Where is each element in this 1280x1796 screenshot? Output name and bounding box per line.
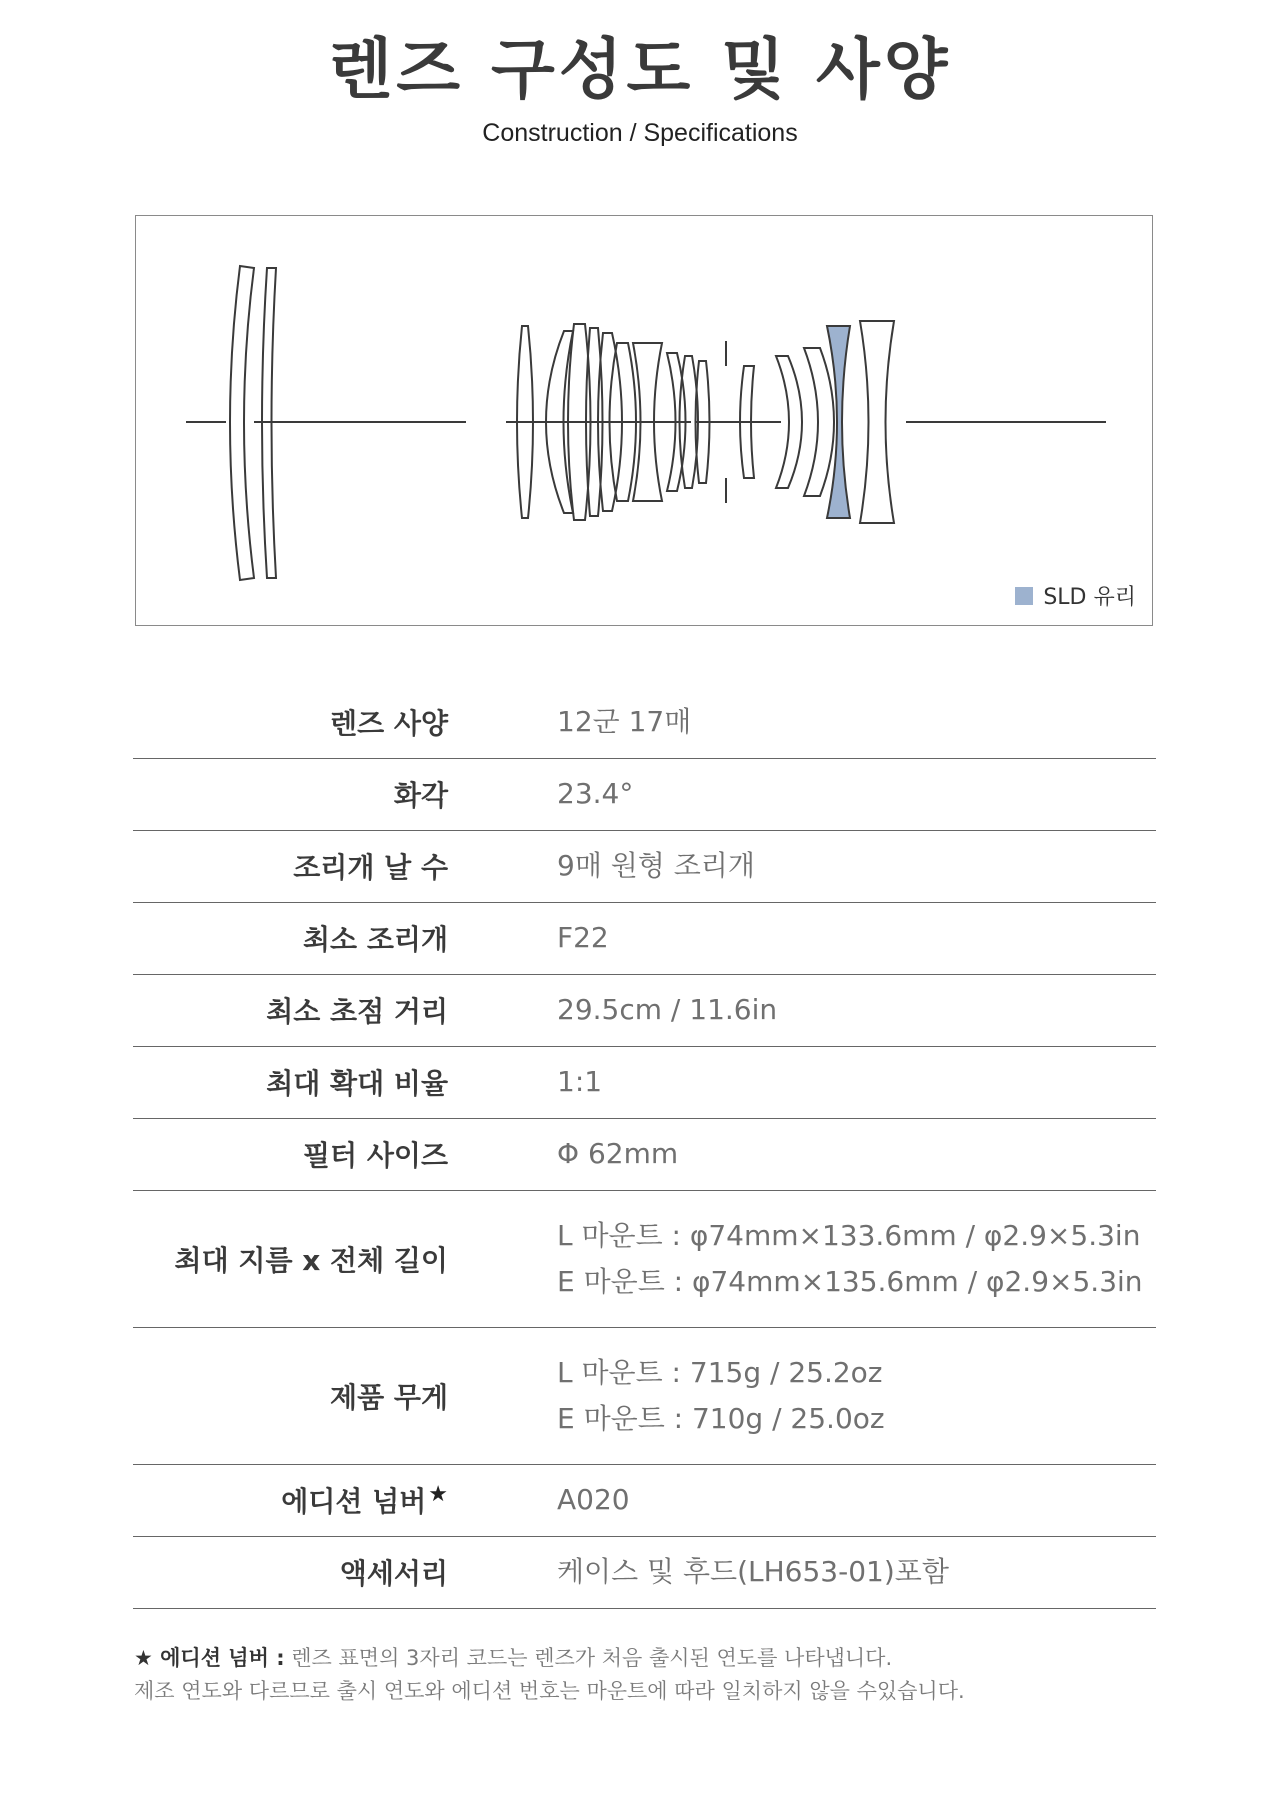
diagram-legend [1015,580,1136,611]
spec-label [133,830,448,902]
spec-row [133,1190,1156,1327]
spec-spacer [448,1190,557,1327]
spec-value [557,1464,1156,1536]
spec-spacer [448,974,557,1046]
spec-label-text: 렌즈 사양 [330,706,448,740]
spec-label-text: 제품 무게 [330,1380,448,1414]
spec-label [133,974,448,1046]
star-icon: ★ [428,1481,448,1507]
specifications-table [133,686,1156,1609]
spec-row [133,1327,1156,1464]
spec-spacer [448,1327,557,1464]
lens-element-15 [804,348,834,496]
spec-spacer [448,1536,557,1608]
spec-row [133,974,1156,1046]
spec-row [133,758,1156,830]
spec-label [133,1464,448,1536]
lens-element-1 [230,266,254,580]
spec-value-line: 12군 17매 [557,704,692,738]
footnote-label: ★ 에디션 넘버 : [134,1646,285,1670]
spec-label [133,1046,448,1118]
spec-value-line: A020 [557,1483,630,1516]
spec-label-text: 최소 조리개 [303,923,448,956]
spec-value-line: 9매 원형 조리개 [557,849,755,882]
spec-label-text: 액세서리 [339,1557,448,1590]
spec-row [133,902,1156,974]
spec-label-text: 에디션 넘버 [281,1485,427,1518]
spec-spacer [448,830,557,902]
spec-value-line: F22 [557,921,609,954]
lens-element-sld [827,326,850,518]
spec-row [133,1536,1156,1608]
spec-label-text: 최소 초점 거리 [266,995,448,1028]
spec-value [557,686,1156,758]
spec-label [133,902,448,974]
spec-spacer [448,686,557,758]
lens-diagram-svg [136,216,1152,625]
spec-label-text: 화각 [393,779,448,812]
spec-value [557,902,1156,974]
spec-value [557,1190,1156,1327]
spec-value [557,830,1156,902]
spec-row [133,1046,1156,1118]
spec-value-line: L 마운트 : 715g / 25.2oz [557,1355,883,1389]
spec-label [133,1190,448,1327]
spec-label [133,1118,448,1190]
spec-value [557,1046,1156,1118]
spec-value-line: 23.4° [557,777,634,810]
spec-value-line: L 마운트 : φ74mm×133.6mm / φ2.9×5.3in [557,1218,1141,1252]
page-title: 렌즈 구성도 및 사양 [328,31,952,108]
spec-spacer [448,758,557,830]
spec-value-line: E 마운트 : φ74mm×135.6mm / φ2.9×5.3in [557,1264,1143,1298]
spec-label-text: 최대 지름 x 전체 길이 [174,1243,448,1277]
spec-label [133,1536,448,1608]
spec-label-text: 필터 사이즈 [303,1139,448,1172]
spec-value [557,1118,1156,1190]
spec-row [133,1118,1156,1190]
lens-element-16 [860,321,894,523]
spec-value [557,1327,1156,1464]
spec-value [557,758,1156,830]
spec-label [133,686,448,758]
spec-spacer [448,1118,557,1190]
spec-value-line: 29.5cm / 11.6in [557,993,778,1026]
spec-label-text: 조리개 날 수 [293,851,448,884]
lens-construction-diagram [135,215,1153,626]
spec-row [133,686,1156,758]
spec-value [557,1536,1156,1608]
sld-legend-label: SLD 유리 [1043,585,1136,610]
spec-value [557,974,1156,1046]
spec-spacer [448,902,557,974]
spec-label [133,1327,448,1464]
footnote-line-1: 렌즈 표면의 3자리 코드는 렌즈가 처음 출시된 연도를 나타냅니다. [284,1646,893,1670]
spec-value-line: 케이스 및 후드(LH653-01)포함 [557,1555,949,1588]
spec-value-line: Φ 62mm [557,1137,679,1170]
spec-value-line: E 마운트 : 710g / 25.0oz [557,1401,885,1435]
sld-legend-swatch [1015,587,1033,605]
spec-spacer [448,1464,557,1536]
spec-row [133,1464,1156,1536]
spec-value-line: 1:1 [557,1065,603,1098]
page-subtitle: Construction / Specifications [482,119,798,147]
spec-spacer [448,1046,557,1118]
spec-label [133,758,448,830]
footnote-line-2: 제조 연도와 다르므로 출시 연도와 에디션 번호는 마운트에 따라 일치하지 않을 수있습니다. [134,1679,965,1703]
spec-row [133,830,1156,902]
edition-number-footnote [134,1642,1174,1708]
spec-label-text: 최대 확대 비율 [266,1067,448,1100]
